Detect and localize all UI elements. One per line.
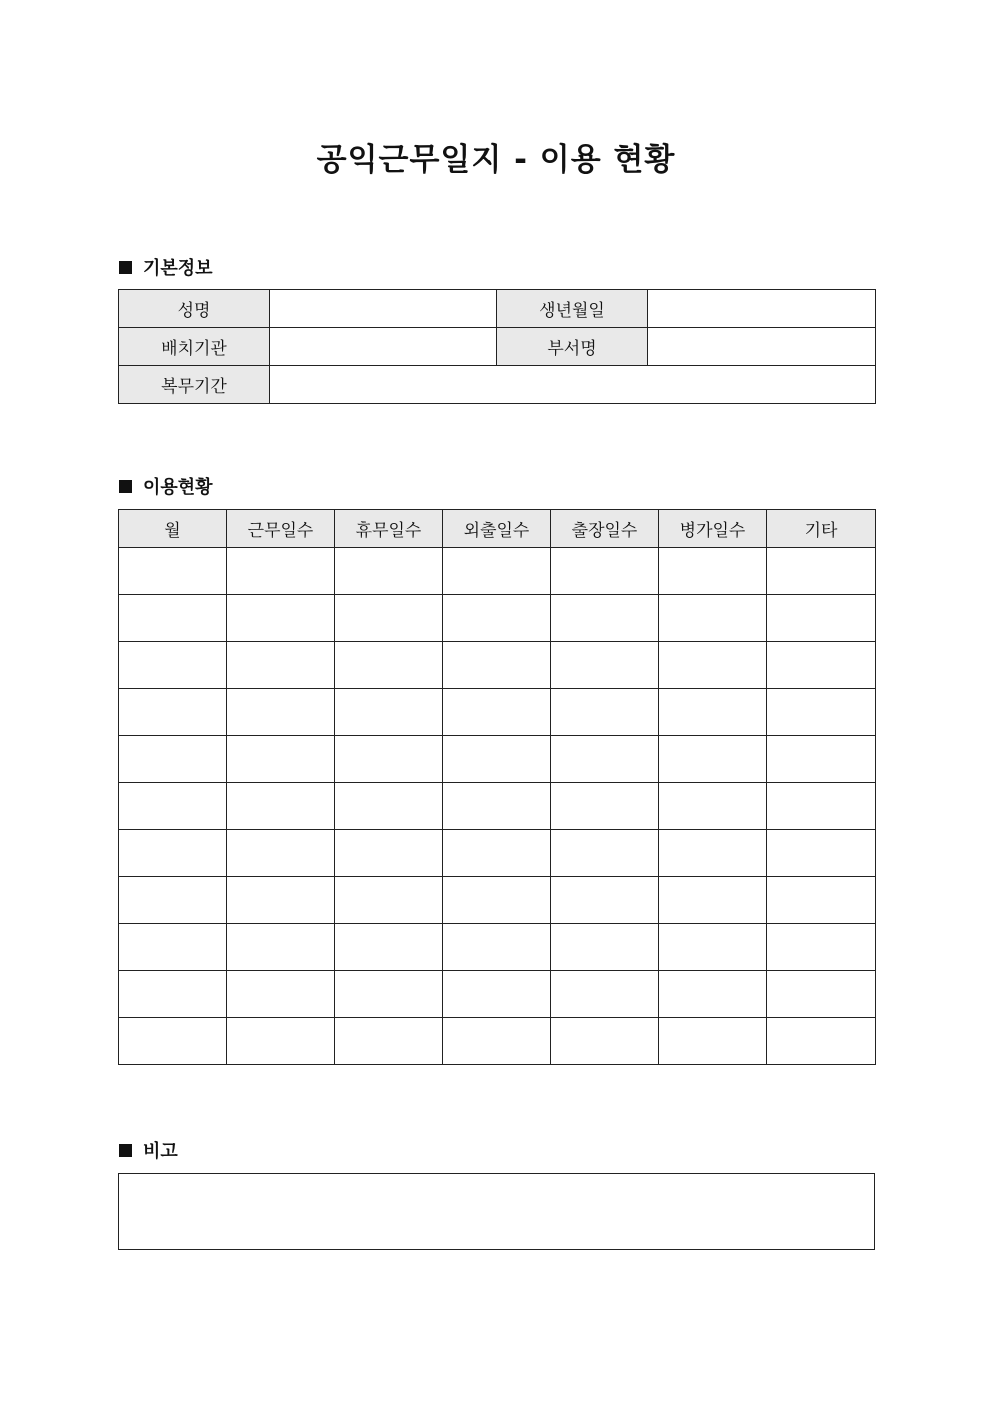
- table-cell[interactable]: [659, 642, 767, 689]
- table-cell[interactable]: [227, 877, 335, 924]
- section-heading-basic-info: [119, 254, 213, 280]
- basic-info-table: [118, 289, 876, 404]
- table-cell[interactable]: [551, 1018, 659, 1065]
- column-header: 월: [119, 510, 227, 548]
- table-cell[interactable]: [659, 971, 767, 1018]
- birthdate-field[interactable]: [648, 290, 876, 328]
- table-row: [119, 548, 876, 595]
- table-row: [119, 366, 876, 404]
- name-field[interactable]: [270, 290, 497, 328]
- section-title: 기본정보: [143, 258, 213, 279]
- table-cell[interactable]: [767, 548, 876, 595]
- table-cell[interactable]: [767, 595, 876, 642]
- table-cell[interactable]: [227, 830, 335, 877]
- table-cell[interactable]: [227, 595, 335, 642]
- table-cell[interactable]: [335, 783, 443, 830]
- section-title: 이용현황: [143, 477, 213, 498]
- table-cell[interactable]: [767, 877, 876, 924]
- table-cell[interactable]: [659, 548, 767, 595]
- section-heading-usage: [119, 473, 213, 499]
- table-cell[interactable]: [767, 736, 876, 783]
- table-cell[interactable]: [119, 877, 227, 924]
- table-cell[interactable]: [119, 642, 227, 689]
- table-cell[interactable]: [443, 736, 551, 783]
- table-cell[interactable]: [119, 1018, 227, 1065]
- table-cell[interactable]: [551, 783, 659, 830]
- column-header: 외출일수: [443, 510, 551, 548]
- table-cell[interactable]: [443, 548, 551, 595]
- agency-label: 배치기관: [119, 328, 270, 366]
- table-cell[interactable]: [767, 971, 876, 1018]
- department-label: 부서명: [497, 328, 648, 366]
- table-cell[interactable]: [443, 689, 551, 736]
- table-row: [119, 924, 876, 971]
- table-cell[interactable]: [551, 642, 659, 689]
- table-cell[interactable]: [335, 689, 443, 736]
- table-cell[interactable]: [443, 877, 551, 924]
- table-row: [119, 971, 876, 1018]
- table-cell[interactable]: [227, 689, 335, 736]
- table-cell[interactable]: [227, 548, 335, 595]
- table-cell[interactable]: [335, 924, 443, 971]
- agency-field[interactable]: [270, 328, 497, 366]
- table-cell[interactable]: [335, 830, 443, 877]
- square-bullet-icon: [119, 1144, 132, 1157]
- column-header: 근무일수: [227, 510, 335, 548]
- table-cell[interactable]: [119, 736, 227, 783]
- birthdate-label: 생년월일: [497, 290, 648, 328]
- table-cell[interactable]: [335, 595, 443, 642]
- table-row: [119, 328, 876, 366]
- table-row: [119, 642, 876, 689]
- table-cell[interactable]: [659, 830, 767, 877]
- usage-table: [118, 509, 876, 1065]
- table-cell[interactable]: [227, 971, 335, 1018]
- table-cell[interactable]: [767, 642, 876, 689]
- service-period-field[interactable]: [270, 366, 876, 404]
- table-cell[interactable]: [443, 971, 551, 1018]
- table-cell[interactable]: [767, 689, 876, 736]
- table-cell[interactable]: [335, 1018, 443, 1065]
- name-label: 성명: [119, 290, 270, 328]
- table-cell[interactable]: [659, 736, 767, 783]
- table-cell[interactable]: [335, 642, 443, 689]
- table-cell[interactable]: [551, 689, 659, 736]
- table-cell[interactable]: [119, 830, 227, 877]
- column-header: 기타: [767, 510, 876, 548]
- table-cell[interactable]: [119, 971, 227, 1018]
- table-cell[interactable]: [767, 783, 876, 830]
- table-cell[interactable]: [227, 924, 335, 971]
- table-cell[interactable]: [443, 595, 551, 642]
- department-field[interactable]: [648, 328, 876, 366]
- square-bullet-icon: [119, 480, 132, 493]
- table-cell[interactable]: [443, 642, 551, 689]
- table-cell[interactable]: [551, 924, 659, 971]
- table-cell[interactable]: [551, 877, 659, 924]
- square-bullet-icon: [119, 261, 132, 274]
- table-cell[interactable]: [659, 924, 767, 971]
- table-cell[interactable]: [551, 595, 659, 642]
- table-cell[interactable]: [443, 783, 551, 830]
- table-cell[interactable]: [767, 830, 876, 877]
- table-cell[interactable]: [335, 736, 443, 783]
- table-cell[interactable]: [659, 1018, 767, 1065]
- table-row: [119, 736, 876, 783]
- table-cell[interactable]: [335, 971, 443, 1018]
- table-cell[interactable]: [767, 924, 876, 971]
- table-cell[interactable]: [119, 924, 227, 971]
- table-cell[interactable]: [659, 689, 767, 736]
- table-cell[interactable]: [443, 830, 551, 877]
- table-row: [119, 1018, 876, 1065]
- table-cell[interactable]: [335, 877, 443, 924]
- table-row: [119, 290, 876, 328]
- page-title: 공익근무일지 - 이용 현황: [316, 142, 676, 178]
- column-header: 병가일수: [659, 510, 767, 548]
- table-cell[interactable]: [119, 548, 227, 595]
- service-period-label: 복무기간: [119, 366, 270, 404]
- table-cell[interactable]: [335, 548, 443, 595]
- table-cell[interactable]: [551, 830, 659, 877]
- table-cell[interactable]: [227, 642, 335, 689]
- table-cell[interactable]: [659, 877, 767, 924]
- table-cell[interactable]: [551, 548, 659, 595]
- table-cell[interactable]: [443, 1018, 551, 1065]
- table-cell[interactable]: [227, 783, 335, 830]
- table-cell[interactable]: [659, 783, 767, 830]
- table-cell[interactable]: [443, 924, 551, 971]
- table-cell[interactable]: [119, 689, 227, 736]
- table-cell[interactable]: [659, 595, 767, 642]
- table-row: [119, 830, 876, 877]
- table-row: [119, 783, 876, 830]
- table-cell[interactable]: [227, 736, 335, 783]
- section-title: 비고: [143, 1141, 178, 1162]
- table-cell[interactable]: [119, 783, 227, 830]
- table-cell[interactable]: [119, 595, 227, 642]
- table-cell[interactable]: [551, 736, 659, 783]
- table-row: [119, 595, 876, 642]
- table-row: [119, 877, 876, 924]
- table-cell[interactable]: [227, 1018, 335, 1065]
- remarks-field[interactable]: [118, 1173, 875, 1250]
- column-header: 휴무일수: [335, 510, 443, 548]
- section-heading-remarks: [119, 1137, 178, 1163]
- table-header-row: [119, 510, 876, 548]
- table-row: [119, 689, 876, 736]
- table-cell[interactable]: [551, 971, 659, 1018]
- column-header: 출장일수: [551, 510, 659, 548]
- table-cell[interactable]: [767, 1018, 876, 1065]
